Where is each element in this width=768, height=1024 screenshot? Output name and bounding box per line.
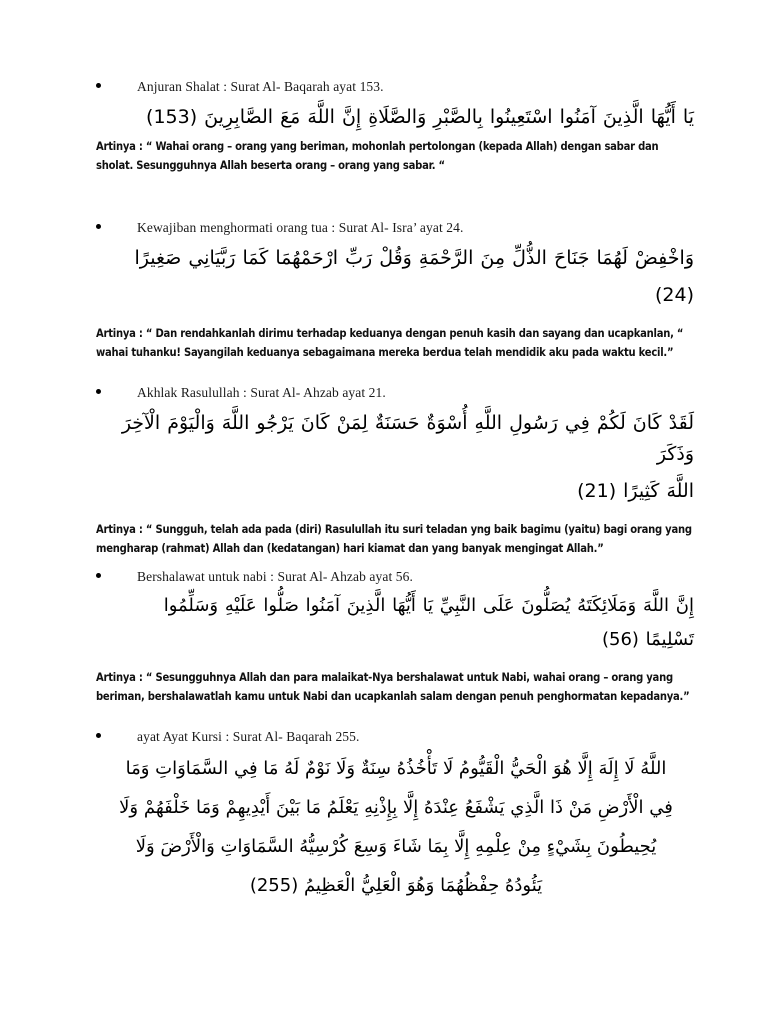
section-heading-row bbox=[96, 384, 696, 402]
translation-text: Artinya : “ Sungguh, telah ada pada (diri) Rasulullah itu suri teladan yng baik bagimu (yaitu) bagi orang yang mengharap (rahmat) Allah dan (kedatangan) hari kiamat dan yang banyak mengingat Allah.” bbox=[96, 522, 692, 556]
translation-text: Artinya : “ Sesungguhnya Allah dan para malaikat-Nya bershalawat untuk Nabi, wahai orang – orang yang beriman, bershalawatlah kamu untuk Nabi dan ucapkanlah salam dengan penuh penghormatan kepadanya.” bbox=[96, 669, 690, 703]
arabic-verse-number-line: اللَّهَ كَثِيرًا (21) bbox=[577, 479, 694, 502]
arabic-verse-text: لَقَدْ كَانَ لَكُمْ فِي رَسُولِ اللَّهِ أُسْوَةٌ حَسَنَةٌ لِمَنْ كَانَ يَرْجُو اللَّهَ وَالْيَوْمَ الْآخِرَ وَذَكَرَ bbox=[121, 412, 694, 465]
verse-section-baqarah-153 bbox=[96, 78, 696, 175]
bullet-icon bbox=[96, 389, 101, 394]
bullet-icon bbox=[96, 733, 101, 738]
spacer bbox=[96, 558, 696, 568]
bullet-icon bbox=[96, 83, 101, 88]
verse-section-ahzab-21 bbox=[96, 384, 696, 558]
section-heading-row bbox=[96, 728, 696, 746]
arabic-verse-line: اللَّهُ لَا إِلَهَ إِلَّا هُوَ الْحَيُّ الْقَيُّومُ لَا تَأْخُذُهُ سِنَةٌ وَلَا نَوْمٌ لَهُ مَا فِي السَّمَاوَاتِ وَمَا bbox=[125, 757, 667, 779]
spacer bbox=[96, 362, 696, 384]
section-heading-label: Akhlak Rasulullah : Surat Al- Ahzab ayat 21. bbox=[137, 384, 386, 400]
arabic-verse-number-line: تَسْلِيمًا (56) bbox=[601, 629, 694, 651]
section-heading-label: Bershalawat untuk nabi : Surat Al- Ahzab ayat 56. bbox=[137, 568, 413, 584]
section-heading-label: Kewajiban menghormati orang tua : Surat Al- Isra’ ayat 24. bbox=[137, 219, 464, 235]
section-heading-row bbox=[96, 568, 696, 586]
section-heading-row bbox=[96, 78, 696, 96]
spacer bbox=[96, 175, 696, 219]
arabic-verse-line: يَئُودُهُ حِفْظُهُمَا وَهُوَ الْعَلِيُّ الْعَظِيمُ (255) bbox=[249, 874, 543, 896]
section-heading-label: Anjuran Shalat : Surat Al- Baqarah ayat 153. bbox=[137, 79, 384, 94]
spacer bbox=[96, 506, 696, 516]
arabic-verse-line: يُحِيطُونَ بِشَيْءٍ مِنْ عِلْمِهِ إِلَّا بِمَا شَاءَ وَسِعَ كُرْسِيُّهُ السَّمَاوَاتِ وَالْأَرْضَ وَلَا bbox=[135, 835, 657, 857]
section-heading-label: ayat Ayat Kursi : Surat Al- Baqarah 255. bbox=[137, 728, 360, 744]
spacer bbox=[96, 654, 696, 664]
bullet-icon bbox=[96, 573, 101, 578]
translation-text: Artinya : “ Wahai orang – orang yang beriman, mohonlah pertolongan (kepada Allah) dengan sabar dan sholat. Sesungguhnya Allah beserta orang – orang yang sabar. “ bbox=[96, 138, 659, 172]
arabic-verse-text: وَاخْفِضْ لَهُمَا جَنَاحَ الذُّلِّ مِنَ الرَّحْمَةِ وَقُلْ رَبِّ ارْحَمْهُمَا كَمَا رَبَّيَانِي صَغِيرًا bbox=[134, 246, 694, 269]
arabic-verse-text: يَا أَيُّهَا الَّذِينَ آمَنُوا اسْتَعِينُوا بِالصَّبْرِ وَالصَّلَاةِ إِنَّ اللَّهَ مَعَ الصَّابِرِينَ (153) bbox=[146, 106, 694, 129]
arabic-verse-text: إِنَّ اللَّهَ وَمَلَائِكَتَهُ يُصَلُّونَ عَلَى النَّبِيِّ يَا أَيُّهَا الَّذِينَ آمَنُوا صَلُّوا عَلَيْهِ وَسَلِّمُوا bbox=[163, 595, 694, 617]
arabic-verse-line: فِي الْأَرْضِ مَنْ ذَا الَّذِي يَشْفَعُ عِنْدَهُ إِلَّا بِإِذْنِهِ يَعْلَمُ مَا بَيْنَ أَيْدِيهِمْ وَمَا خَلْفَهُمْ وَلَا bbox=[119, 796, 673, 818]
spacer bbox=[96, 310, 696, 320]
spacer bbox=[96, 706, 696, 728]
arabic-verse-number-line: (24) bbox=[654, 283, 694, 306]
verse-section-ahzab-56 bbox=[96, 568, 696, 706]
bullet-icon bbox=[96, 224, 101, 229]
verse-section-ayat-kursi-255 bbox=[96, 728, 696, 902]
translation-text: Artinya : “ Dan rendahkanlah dirimu terhadap keduanya dengan penuh kasih dan sayang dan ucapkanlan, “ wahai tuhanku! Sayangilah keduanya sebagaimana mereka berdua telah mendidik aku pada waktu kecil.” bbox=[96, 326, 684, 360]
section-heading-row bbox=[96, 219, 696, 237]
verse-section-isra-24 bbox=[96, 219, 696, 362]
